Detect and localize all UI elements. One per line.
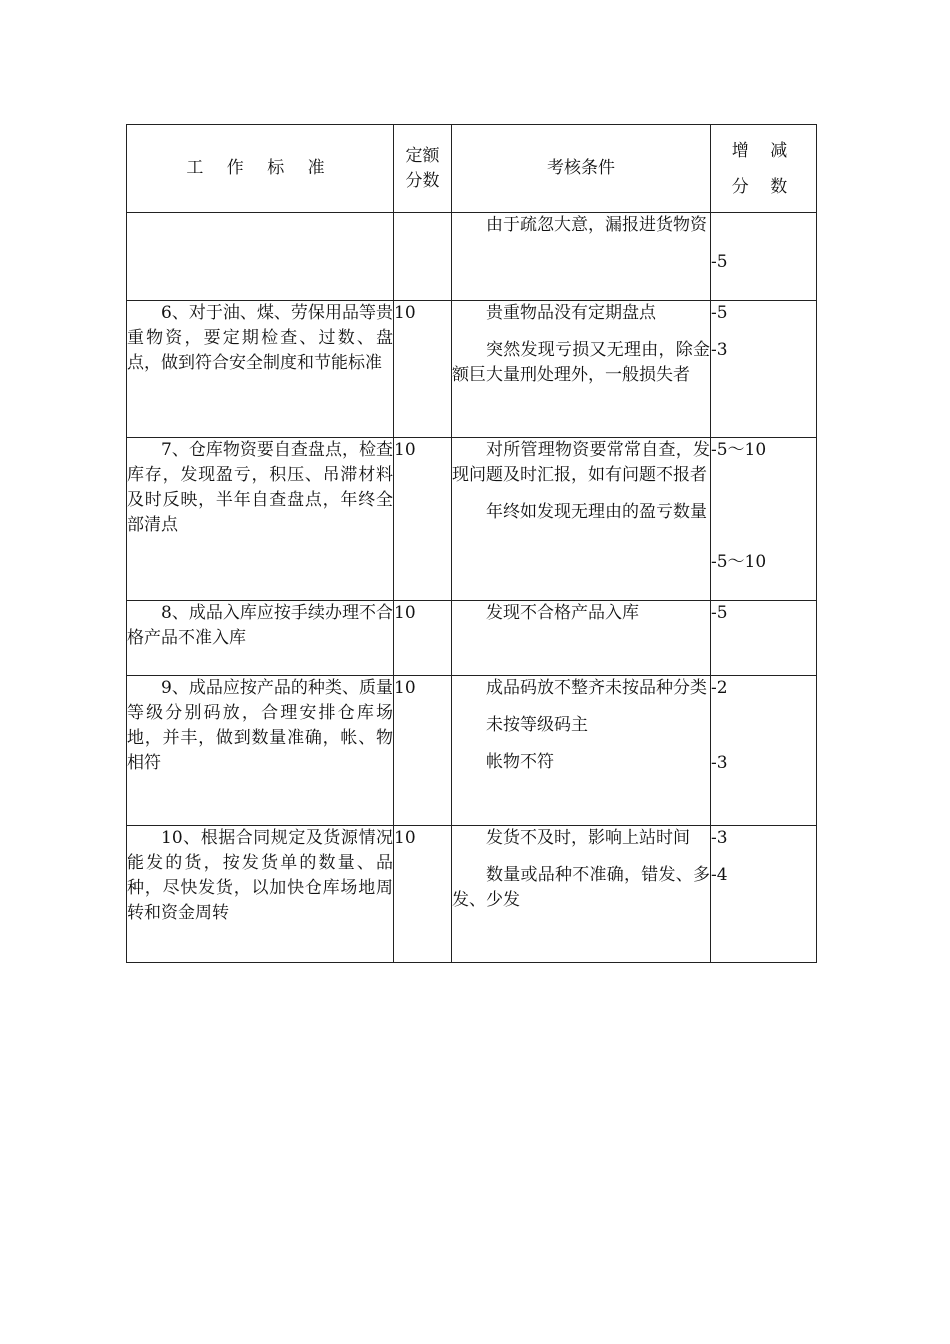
standard-cell: 7、仓库物资要自查盘点，检查库存，发现盈亏，积压、吊滞材料及时反映，半年自查盘点，年终全部清点 <box>127 438 394 601</box>
standard-cell: 8、成品入库应按手续办理不合格产品不准入库 <box>127 601 394 676</box>
delta-cell <box>711 438 817 601</box>
delta-value: -5～10 <box>711 552 767 572</box>
quota-cell: 10 <box>394 301 452 438</box>
condition-cell <box>452 213 711 301</box>
condition-item: 帐物不符 <box>486 752 554 772</box>
header-condition: 考核条件 <box>452 125 711 213</box>
header-standard: 工 作 标 准 <box>127 125 394 213</box>
table-row <box>127 301 817 438</box>
delta-value: -2 <box>711 678 728 698</box>
condition-item: 对所管理物资要常常自查，发现问题及时汇报，如有问题不报者 <box>452 440 710 485</box>
condition-cell <box>452 438 711 601</box>
delta-cell <box>711 301 817 438</box>
standard-cell: 10、根据合同规定及货源情况能发的货，按发货单的数量、品种，尽快发货，以加快仓库场地周转和资金周转 <box>127 826 394 963</box>
delta-value: -4 <box>711 865 728 885</box>
header-delta: 增 减 分 数 <box>711 125 817 213</box>
condition-item: 发现不合格产品入库 <box>486 603 639 623</box>
delta-value: -5 <box>711 303 728 323</box>
delta-cell <box>711 213 817 301</box>
delta-value: -3 <box>711 828 728 848</box>
table-row <box>127 676 817 826</box>
quota-cell: 10 <box>394 826 452 963</box>
condition-item: 贵重物品没有定期盘点 <box>486 303 656 323</box>
table-row <box>127 438 817 601</box>
delta-cell <box>711 601 817 676</box>
delta-value: -3 <box>711 340 728 360</box>
standard-cell <box>127 213 394 301</box>
assessment-table <box>126 124 817 963</box>
condition-item: 发货不及时，影响上站时间 <box>486 828 690 848</box>
condition-item: 由于疏忽大意，漏报进货物资 <box>486 215 707 235</box>
delta-value: -5 <box>711 603 728 623</box>
condition-item: 突然发现亏损又无理由，除金额巨大量刑处理外，一般损失者 <box>452 340 710 385</box>
condition-item: 未按等级码主 <box>486 715 588 735</box>
quota-cell: 10 <box>394 676 452 826</box>
quota-cell: 10 <box>394 438 452 601</box>
condition-item: 数量或品种不准确，错发、多发、少发 <box>452 865 710 910</box>
quota-cell <box>394 213 452 301</box>
table-row <box>127 601 817 676</box>
delta-value: -5～10 <box>711 440 767 460</box>
header-row <box>127 125 817 213</box>
condition-cell <box>452 601 711 676</box>
standard-cell: 9、成品应按产品的种类、质量等级分别码放，合理安排仓库场地，并丰，做到数量准确，帐、物相符 <box>127 676 394 826</box>
standard-cell: 6、对于油、煤、劳保用品等贵重物资，要定期检查、过数、盘点，做到符合安全制度和节能标准 <box>127 301 394 438</box>
condition-cell <box>452 826 711 963</box>
header-quota: 定额分数 <box>394 125 452 213</box>
table-row <box>127 213 817 301</box>
condition-item: 年终如发现无理由的盈亏数量 <box>486 502 707 522</box>
delta-value: -3 <box>711 753 728 773</box>
delta-cell <box>711 826 817 963</box>
table-row <box>127 826 817 963</box>
condition-cell <box>452 676 711 826</box>
delta-cell <box>711 676 817 826</box>
condition-cell <box>452 301 711 438</box>
quota-cell: 10 <box>394 601 452 676</box>
condition-item: 成品码放不整齐未按品种分类 <box>486 678 707 698</box>
delta-value: -5 <box>711 252 728 272</box>
